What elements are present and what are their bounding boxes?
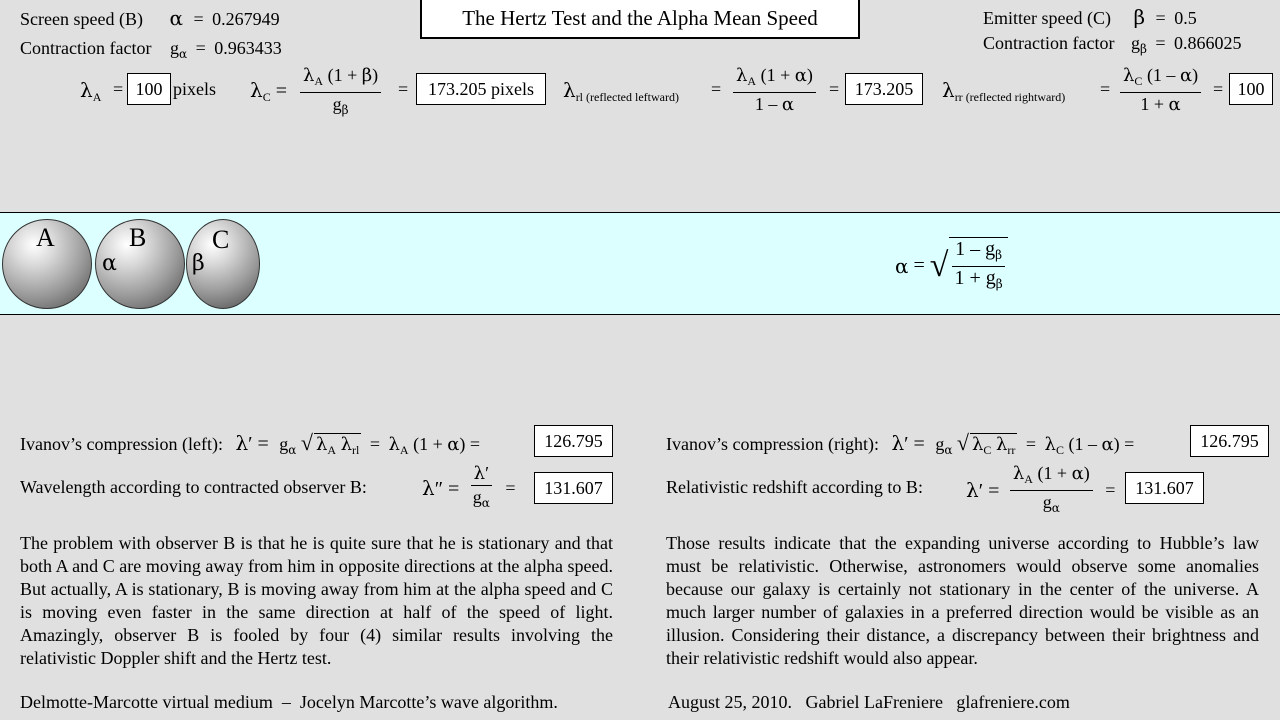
- left-paragraph: The problem with observer B is that he is quite sure that he is stationary and that both A and C are moving away from him in opposite directions at the alpha speed. But actually, A is stationary, B is moving away from him at the alpha speed and C is moving even faster in the same direction at half of the speed of light. Amazingly, observer B is fooled by four (4) similar results involving the relativistic Doppler shift and the Hertz test.: [20, 533, 613, 668]
- beta-value: 0.5: [1174, 8, 1197, 28]
- redshift-box: 131.607: [1125, 472, 1204, 504]
- lambda-rl-box: 173.205: [845, 73, 923, 105]
- redshift-row-label: Relativistic redshift according to B:: [666, 477, 923, 497]
- ivanov-left-label: Ivanov’s compression (left):: [20, 434, 223, 454]
- footer-left: Delmotte-Marcotte virtual medium – Jocelyn Marcotte’s wave algorithm.: [20, 692, 558, 712]
- lambda-rr-box: 100: [1229, 73, 1273, 105]
- emitter-speed-label: Emitter speed (C): [983, 8, 1111, 28]
- lambda-rl-formula: $\frac{\lambda_A (1 + \alpha)}{1 - \alpha}$: [733, 64, 816, 116]
- sphere-b-label: B: [129, 223, 147, 252]
- lambda-rl-label: (reflected leftward): [586, 90, 679, 104]
- sphere-alpha-label: α: [102, 251, 117, 276]
- lambda-rl-symbol: $\lambda_{rl (reflected leftward)}$: [563, 78, 679, 104]
- ivanov-left-row: Ivanov’s compression (left): $\lambda' = g_\alpha$ √ $\lambda_A$ $\lambda_{rl} = \lambda_A$ (1 + α) =: [20, 430, 481, 457]
- sphere-c-label: C: [212, 225, 230, 254]
- ivanov-right-box: 126.795: [1190, 425, 1269, 457]
- lambda-rr-formula: $\frac{\lambda_C (1 - \alpha)}{1 + \alpha}$: [1120, 64, 1201, 116]
- g-alpha-value: 0.963433: [214, 38, 282, 58]
- wavelength-row-label: Wavelength according to contracted observer B:: [20, 477, 367, 497]
- sphere-a-label: A: [36, 223, 55, 252]
- pixels-label: pixels: [173, 79, 216, 99]
- alpha-formula: α = √ $\frac{1 - g_\beta}{1 + g_\beta}$: [895, 237, 1008, 295]
- g-beta-value: 0.866025: [1174, 33, 1242, 53]
- contraction-alpha-row: Contraction factor $g_\alpha = 0.963433$: [20, 38, 282, 61]
- sphere-beta-label: β: [192, 251, 205, 276]
- footer-right: August 25, 2010. Gabriel LaFreniere glafreniere.com: [668, 692, 1070, 712]
- lambda-a-symbol: $\lambda_A$: [80, 78, 102, 104]
- emitter-speed-row: Emitter speed (C) β = 0.5: [983, 5, 1197, 29]
- lambda-c-symbol: $\lambda_C$ =: [250, 78, 287, 104]
- alpha-symbol: α: [169, 6, 183, 30]
- lambda-a-box: 100: [127, 73, 171, 105]
- lambda-rr-symbol: $\lambda_{rr (reflected rightward)}$: [942, 78, 1066, 104]
- contraction-alpha-label: Contraction factor: [20, 38, 152, 58]
- lambda-c-box: 173.205 pixels: [416, 73, 546, 105]
- right-paragraph: Those results indicate that the expanding universe according to Hubble’s law must be relativistic. Otherwise, astronomers would observe some anomalies because our galaxy is certainly not stationary in the center of the universe. A much larger number of galaxies in a preferred direction would be visible as an illusion. Considering their distance, a discrepancy between their brightness and their relativistic redshift would also appear.: [666, 533, 1259, 668]
- contraction-beta-row: Contraction factor $g_\beta = 0.866025$: [983, 33, 1242, 56]
- redshift-formula: λ′ = $\frac{\lambda_A (1 + \alpha)}{g_\alpha}$ =: [966, 463, 1116, 515]
- animation-band: [0, 212, 1280, 315]
- lambda-rr-label: (reflected rightward): [965, 90, 1066, 104]
- lambda-c-formula: $\frac{\lambda_A (1 + \beta)}{g_\beta}$: [300, 64, 381, 121]
- screen-speed-label: Screen speed (B): [20, 9, 143, 29]
- ivanov-right-row: Ivanov’s compression (right): $\lambda' = g_\alpha$ √ $\lambda_C$ $\lambda_{rr} = \lambda_C$ (1 – α) =: [666, 430, 1135, 457]
- screen-speed-row: Screen speed (B) α = 0.267949: [20, 6, 280, 30]
- alpha-value: 0.267949: [212, 9, 280, 29]
- ivanov-right-label: Ivanov’s compression (right):: [666, 434, 879, 454]
- wavelength-box: 131.607: [534, 472, 613, 504]
- contraction-beta-label: Contraction factor: [983, 33, 1115, 53]
- wavelength-formula: λ″ = $\frac{\lambda'}{g_\alpha}$ =: [422, 463, 516, 510]
- ivanov-left-box: 126.795: [534, 425, 613, 457]
- beta-symbol: β: [1133, 5, 1146, 29]
- page-title: The Hertz Test and the Alpha Mean Speed: [420, 0, 860, 39]
